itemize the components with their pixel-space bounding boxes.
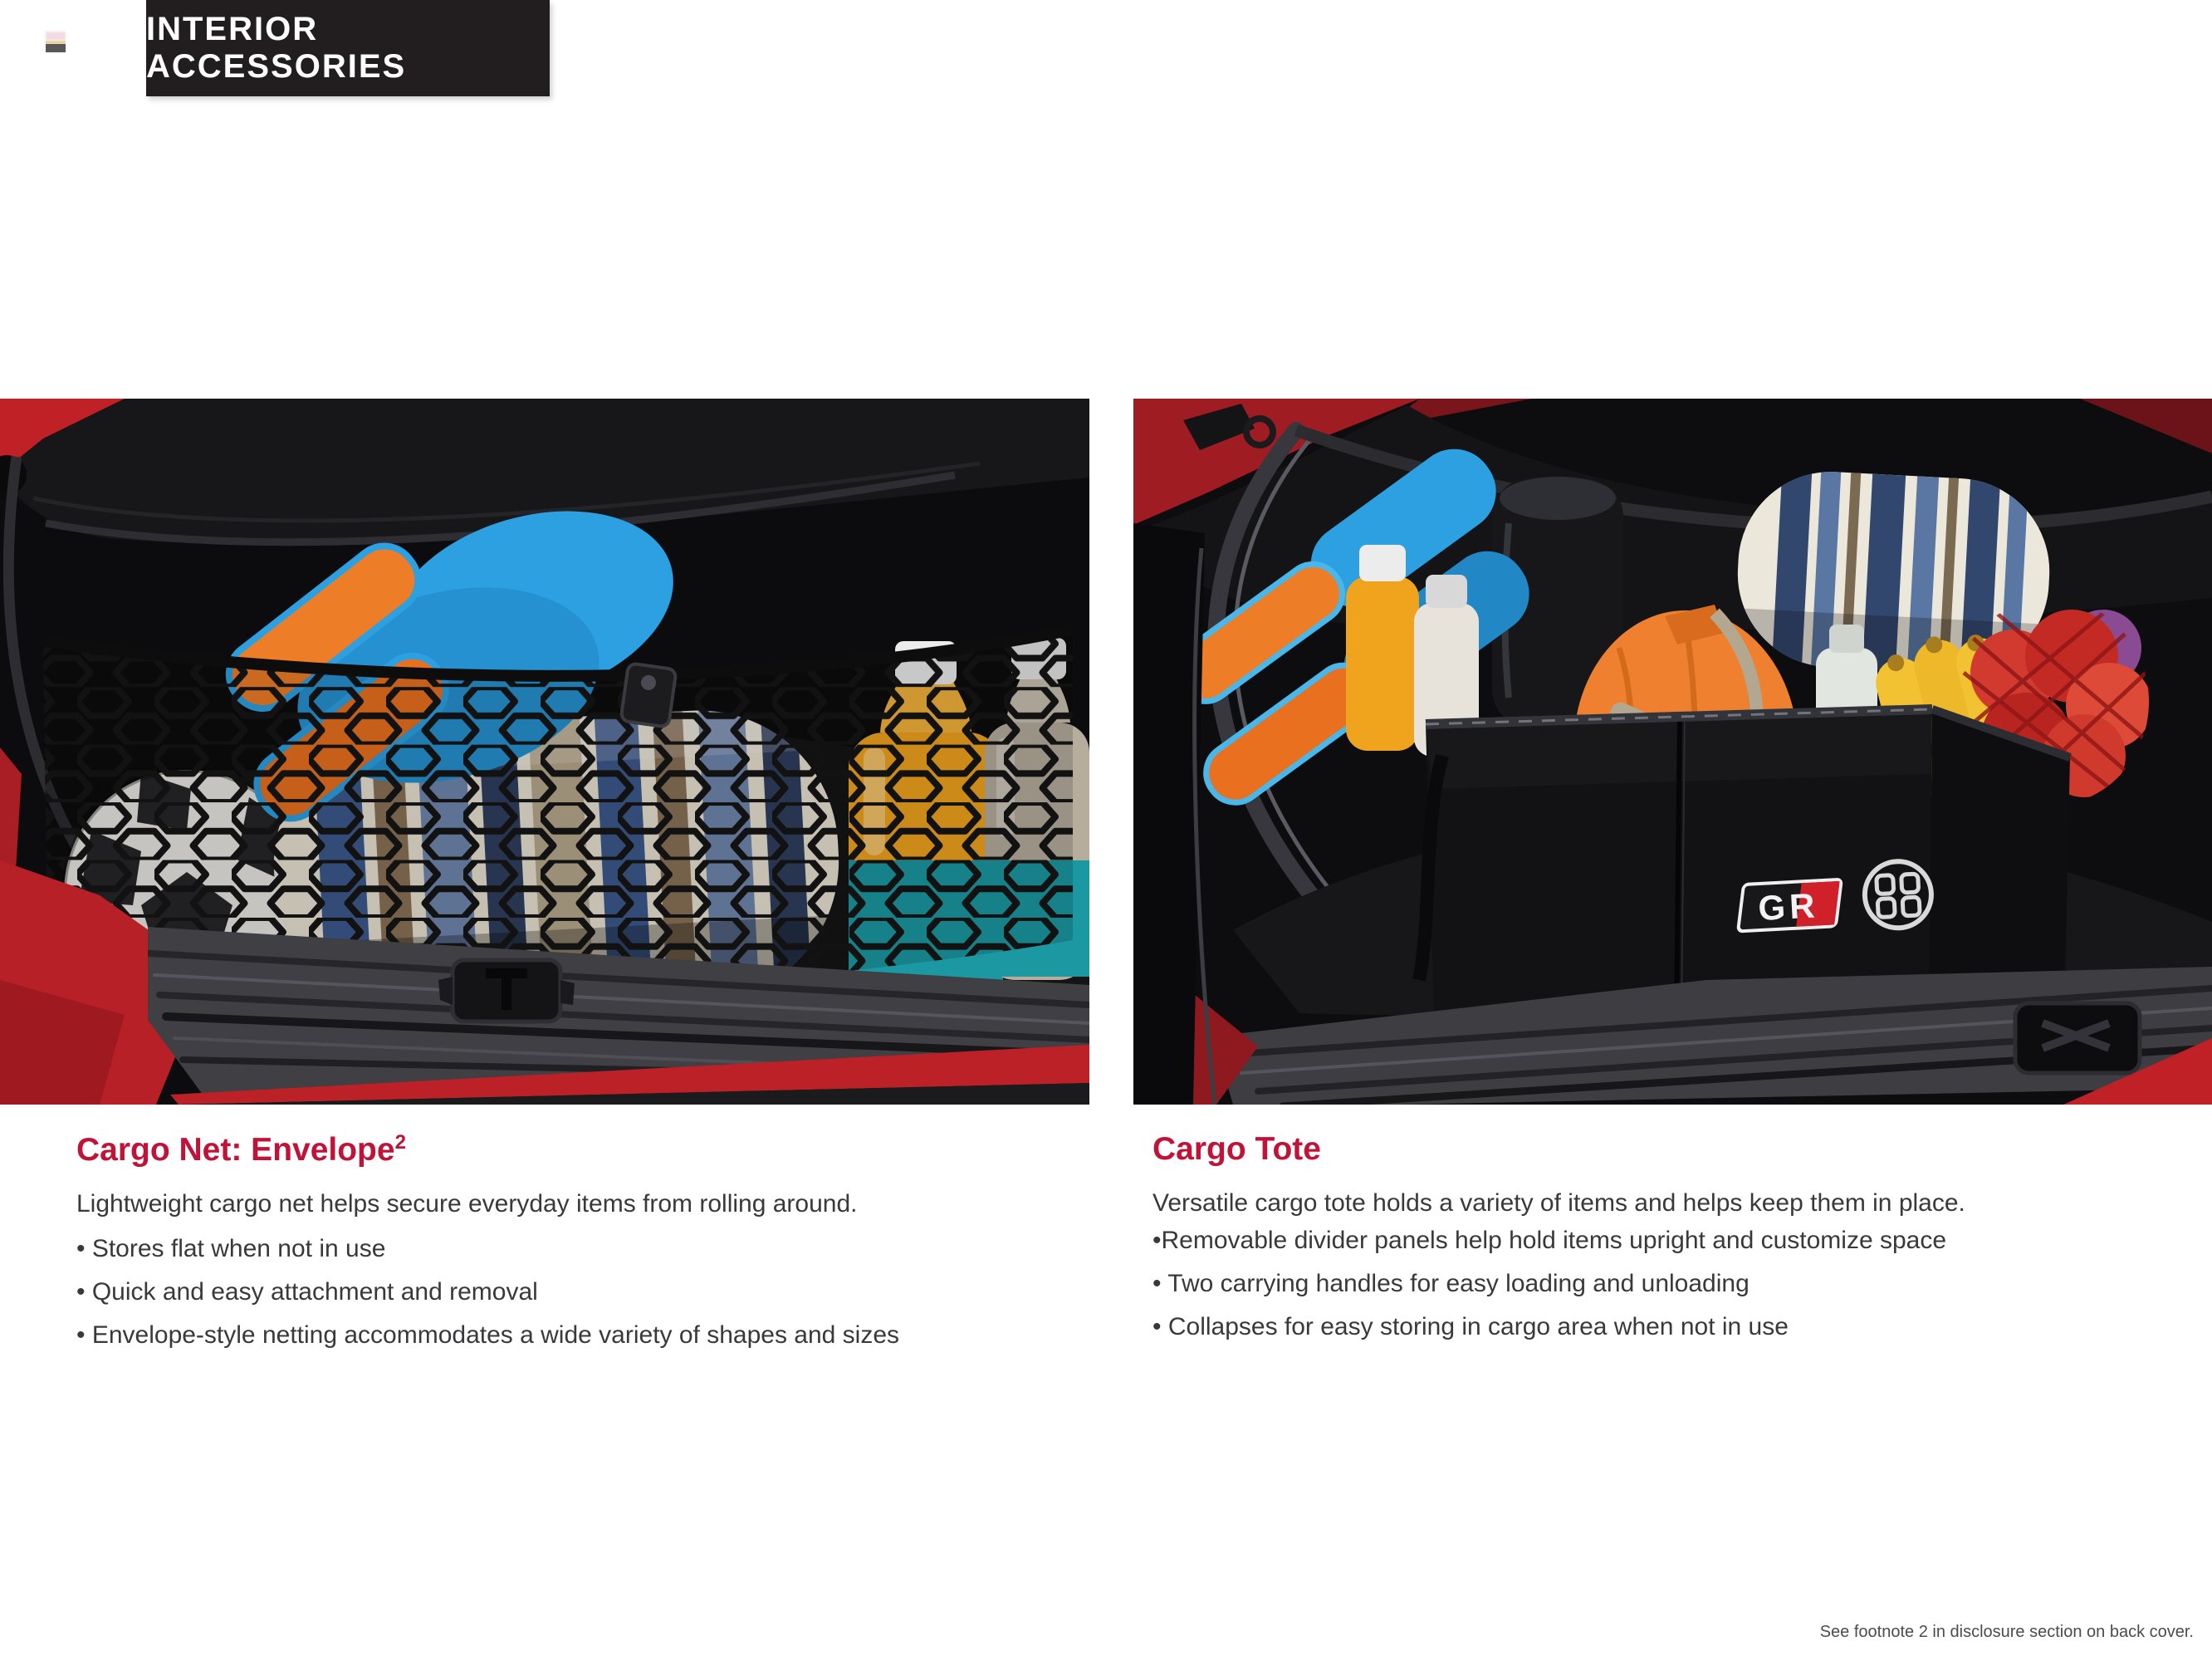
cargo-tote-bullet: • Collapses for easy storing in cargo area when not in use xyxy=(1152,1312,1789,1340)
cargo-tote-description: Versatile cargo tote holds a variety of items and helps keep them in place. xyxy=(1152,1188,1965,1217)
section-header xyxy=(146,0,550,96)
cargo-net-photo-svg xyxy=(0,399,1089,1105)
cargo-tote-photo-svg xyxy=(1133,399,2212,1105)
cargo-tote-panel xyxy=(1152,1131,2195,1355)
cargo-net-title: Cargo Net: Envelope$^2$ xyxy=(76,1131,406,1168)
cargo-tote-title: Cargo Tote xyxy=(1152,1131,1321,1167)
cargo-net-description: Lightweight cargo net helps secure everyday items from rolling around. xyxy=(76,1189,858,1218)
cargo-net-bullet: • Quick and easy attachment and removal xyxy=(76,1277,538,1306)
cargo-tote-bullet: • Two carrying handles for easy loading and unloading xyxy=(1152,1269,1750,1297)
cargo-net-panel xyxy=(76,1131,1118,1364)
footnote-ref: 2 xyxy=(394,1131,406,1154)
cargo-net-bullet: • Envelope-style netting accommodates a wide variety of shapes and sizes xyxy=(76,1320,900,1349)
cargo-tote-photo xyxy=(1133,399,2212,1105)
net-tag xyxy=(620,663,676,727)
section-header-label: INTERIOR ACCESSORIES xyxy=(146,11,407,85)
gr-badge-text: GR xyxy=(1757,885,1820,928)
cargo-net-photo xyxy=(0,399,1089,1105)
print-registration-mark-icon xyxy=(46,32,66,54)
cargo-net-bullet: • Stores flat when not in use xyxy=(76,1234,386,1262)
cargo-tote-bullet: •Removable divider panels help hold items upright and customize space xyxy=(1152,1226,1947,1254)
footnote: See footnote 2 in disclosure section on back cover. xyxy=(1819,1623,2194,1641)
